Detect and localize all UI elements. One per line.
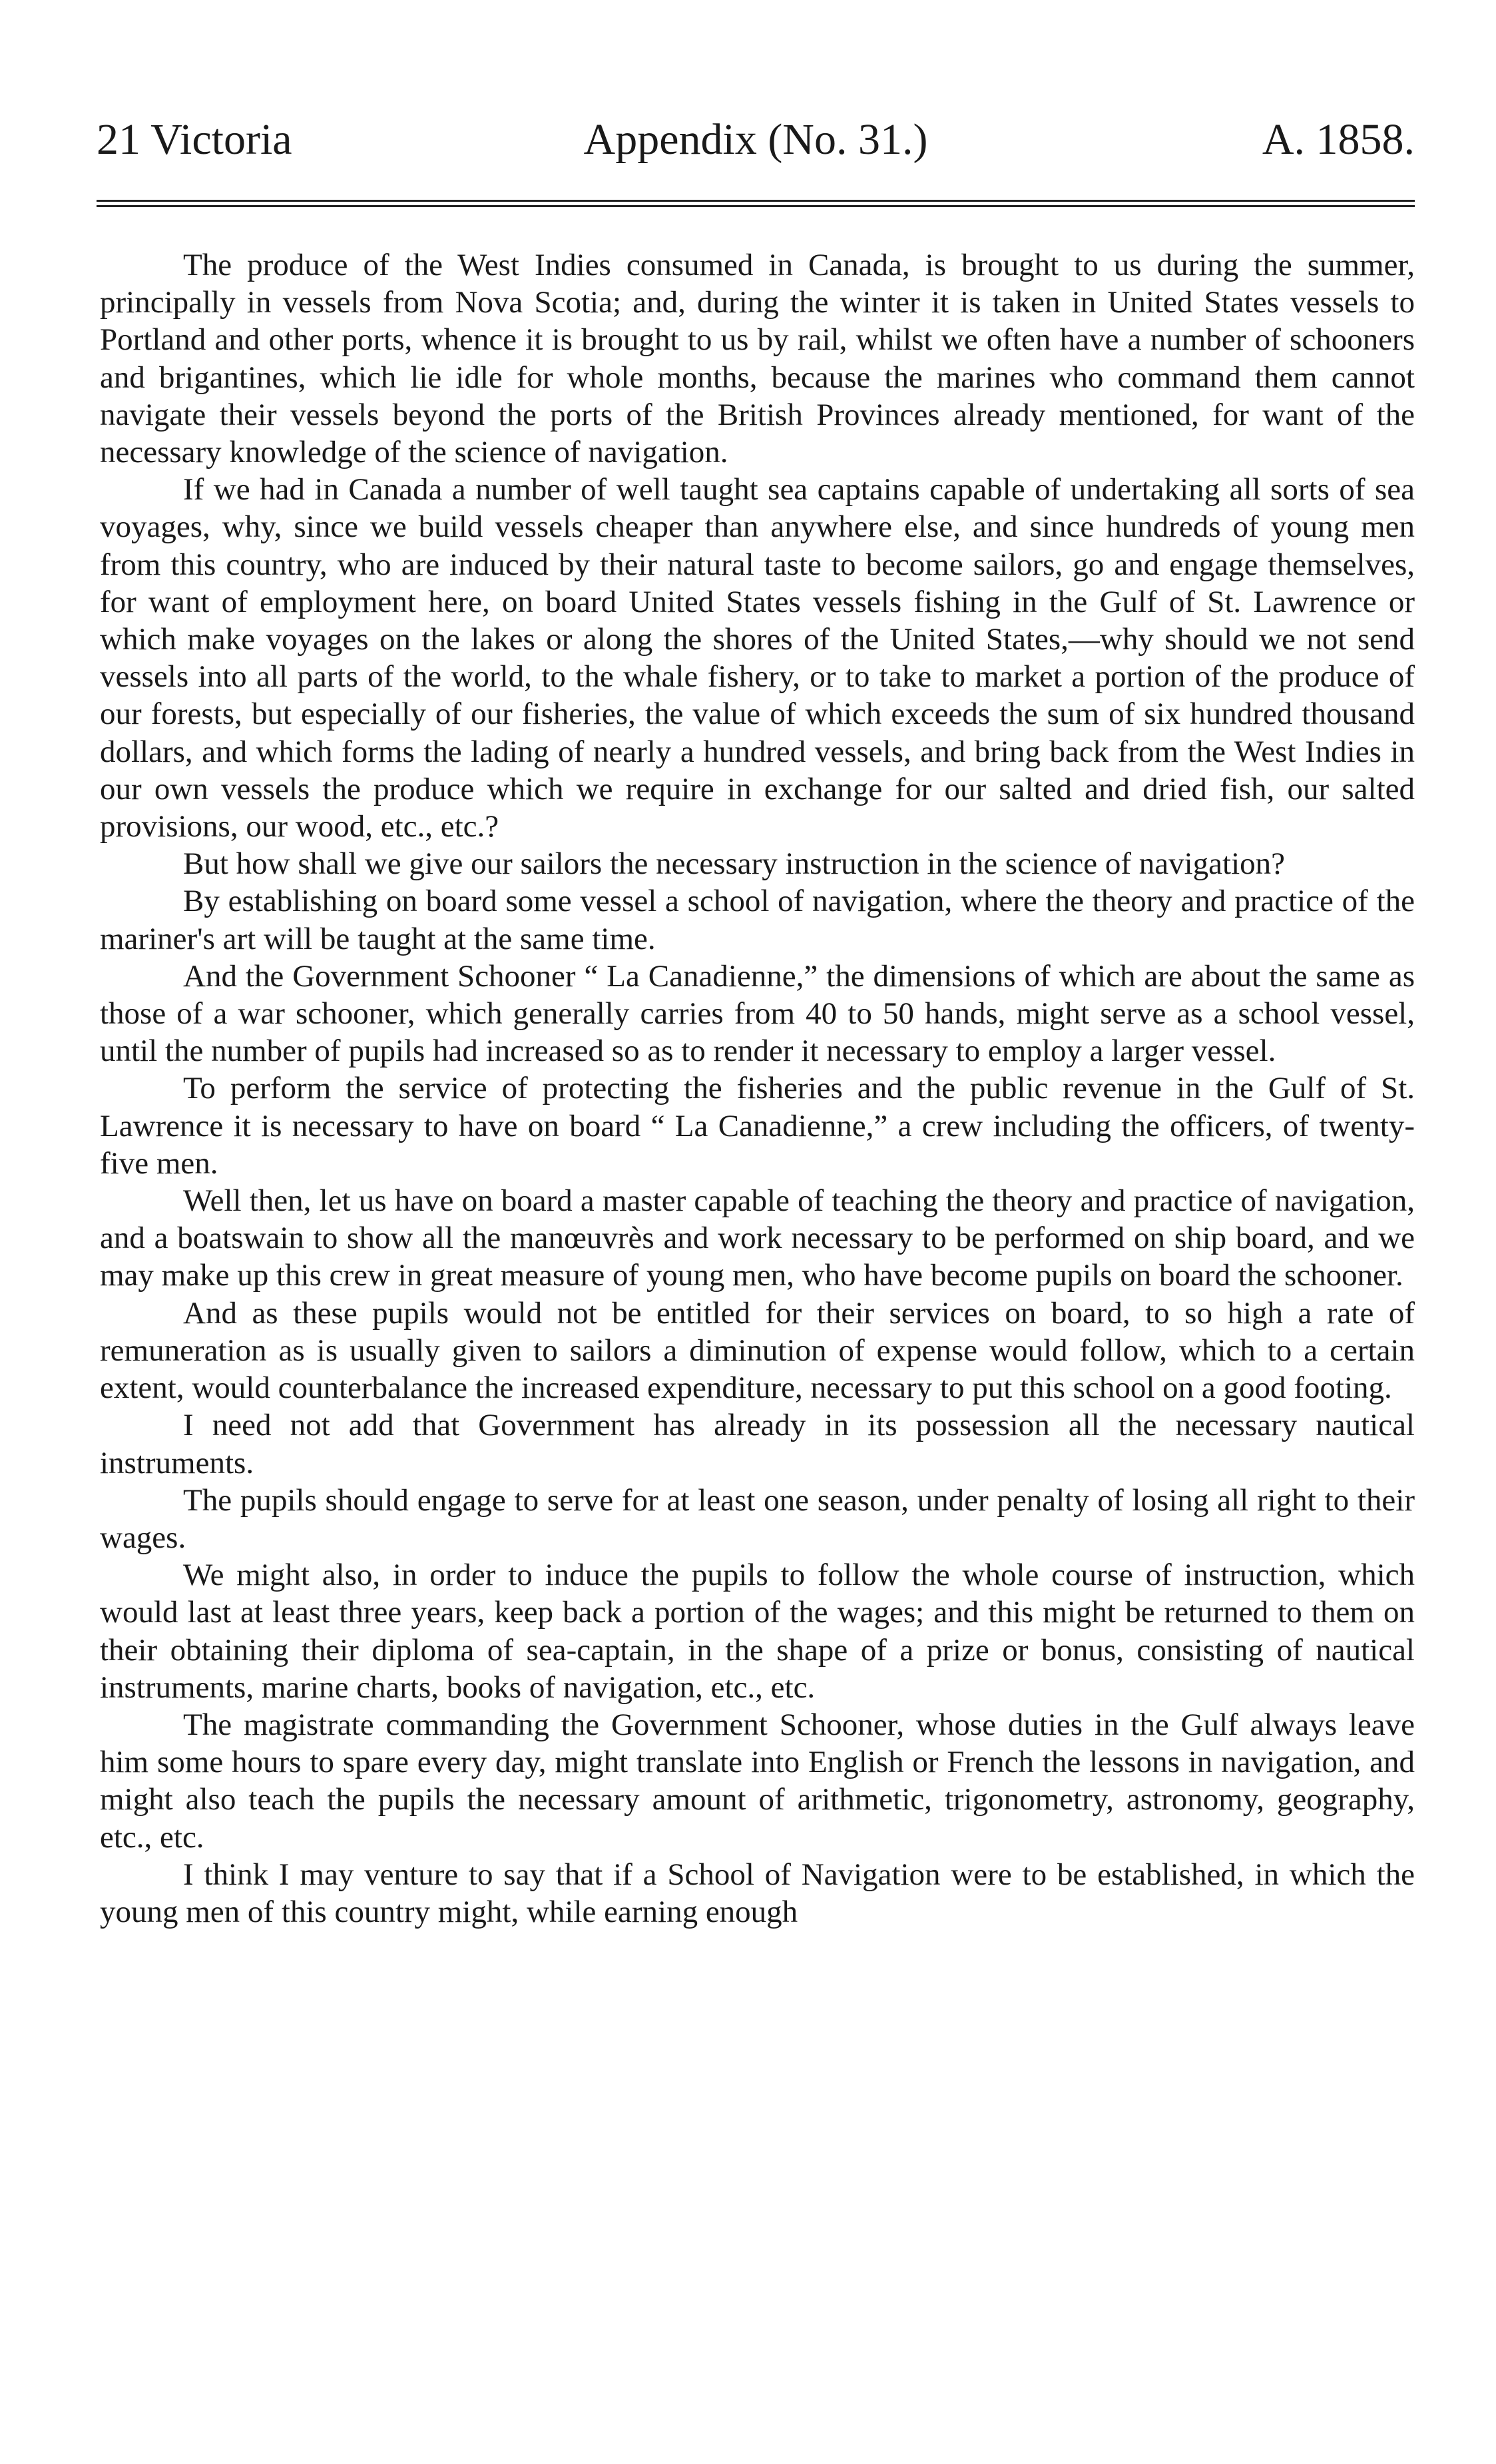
- header-year: A. 1858.: [1262, 115, 1415, 164]
- paragraph: And as these pupils would not be entitled for their services on board, to so high a rate of remuneration as is usually given to sailors a diminution of expense would follow, which to a certain extent, would counterbalance the increased expenditure, necessary to put this school on a good footing.: [100, 1295, 1415, 1406]
- paragraph: We might also, in order to induce the pupils to follow the whole course of instruction, which would last at least three years, keep back a portion of the wages; and this might be returned to them on their obtaining their diploma of sea-captain, in the shape of a prize or bonus, consisting of nautical instruments, marine charts, books of navigation, etc., etc.: [100, 1558, 1415, 1705]
- paragraph: To perform the service of protecting the fisheries and the public revenue in the Gulf of St. Lawrence it is necessary to have on board “ La Canadienne,” a crew including the officers, of twenty-five men.: [100, 1071, 1415, 1181]
- header-appendix: Appendix (No. 31.): [583, 115, 928, 164]
- header-rule-top: [97, 200, 1415, 202]
- paragraph: But how shall we give our sailors the necessary instruction in the science of navigation?: [183, 846, 1286, 882]
- paragraph: The produce of the West Indies consumed in Canada, is brought to us during the summer, principally in vessels from Nova Scotia; and, during the winter it is taken in United States vessels to Portland and other ports, whence it is brought to us by rail, whilst we often have a number of schooners and brigantines, which lie idle for whole months, because the marines who command them cannot navigate their vessels beyond the ports of the British Provinces already mentioned, for want of the necessary knowledge of the science of navigation.: [100, 248, 1415, 470]
- paragraph: The magistrate commanding the Government Schooner, whose duties in the Gulf always leave him some hours to spare every day, might translate into English or French the lessons in navigation, and might also teach the pupils the necessary amount of arithmetic, trigonometry, astronomy, geography, etc., etc.: [100, 1707, 1415, 1855]
- paragraph: I need not add that Government has already in its possession all the necessary nautical instruments.: [100, 1408, 1415, 1480]
- header-session: 21 Victoria: [97, 115, 292, 164]
- paragraph: By establishing on board some vessel a school of navigation, where the theory and practice of the mariner's art will be taught at the same time.: [100, 884, 1415, 956]
- paragraph: If we had in Canada a number of well taught sea captains capable of undertaking all sorts of sea voyages, why, since we build vessels cheaper than anywhere else, and since hundreds of young men from this country, who are induced by their natural taste to become sailors, go and engage themselves, for want of employment here, on board United States vessels fishing in the Gulf of St. Lawrence or which make voyages on the lakes or along the shores of the United States,—why should we not send vessels into all parts of the world, to the whale fishery, or to take to market a portion of the produce of our forests, but especially of our fisheries, the value of which exceeds the sum of six hundred thousand dollars, and which forms the lading of nearly a hundred vessels, and bring back from the West Indies in our own vessels the produce which we require in exchange for our salted and dried fish, our salted provisions, our wood, etc., etc.?: [100, 472, 1415, 844]
- header-rule-bottom: [97, 205, 1415, 207]
- body-text: [100, 246, 1415, 1931]
- paragraph: I think I may venture to say that if a School of Navigation were to be established, in which the young men of this country might, while earning enough: [100, 1857, 1415, 1929]
- paragraph: Well then, let us have on board a master capable of teaching the theory and practice of navigation, and a boatswain to show all the manœuvrès and work necessary to be performed on ship board, and we may make up this crew in great measure of young men, who have become pupils on board the schooner.: [100, 1183, 1415, 1293]
- running-header: [97, 110, 1415, 170]
- paragraph: And the Government Schooner “ La Canadienne,” the dimensions of which are about the same as those of a war schooner, which generally carries from 40 to 50 hands, might serve as a school vessel, until the number of pupils had increased so as to render it necessary to employ a larger vessel.: [100, 958, 1415, 1069]
- paragraph: The pupils should engage to serve for at least one season, under penalty of losing all right to their wages.: [100, 1482, 1415, 1555]
